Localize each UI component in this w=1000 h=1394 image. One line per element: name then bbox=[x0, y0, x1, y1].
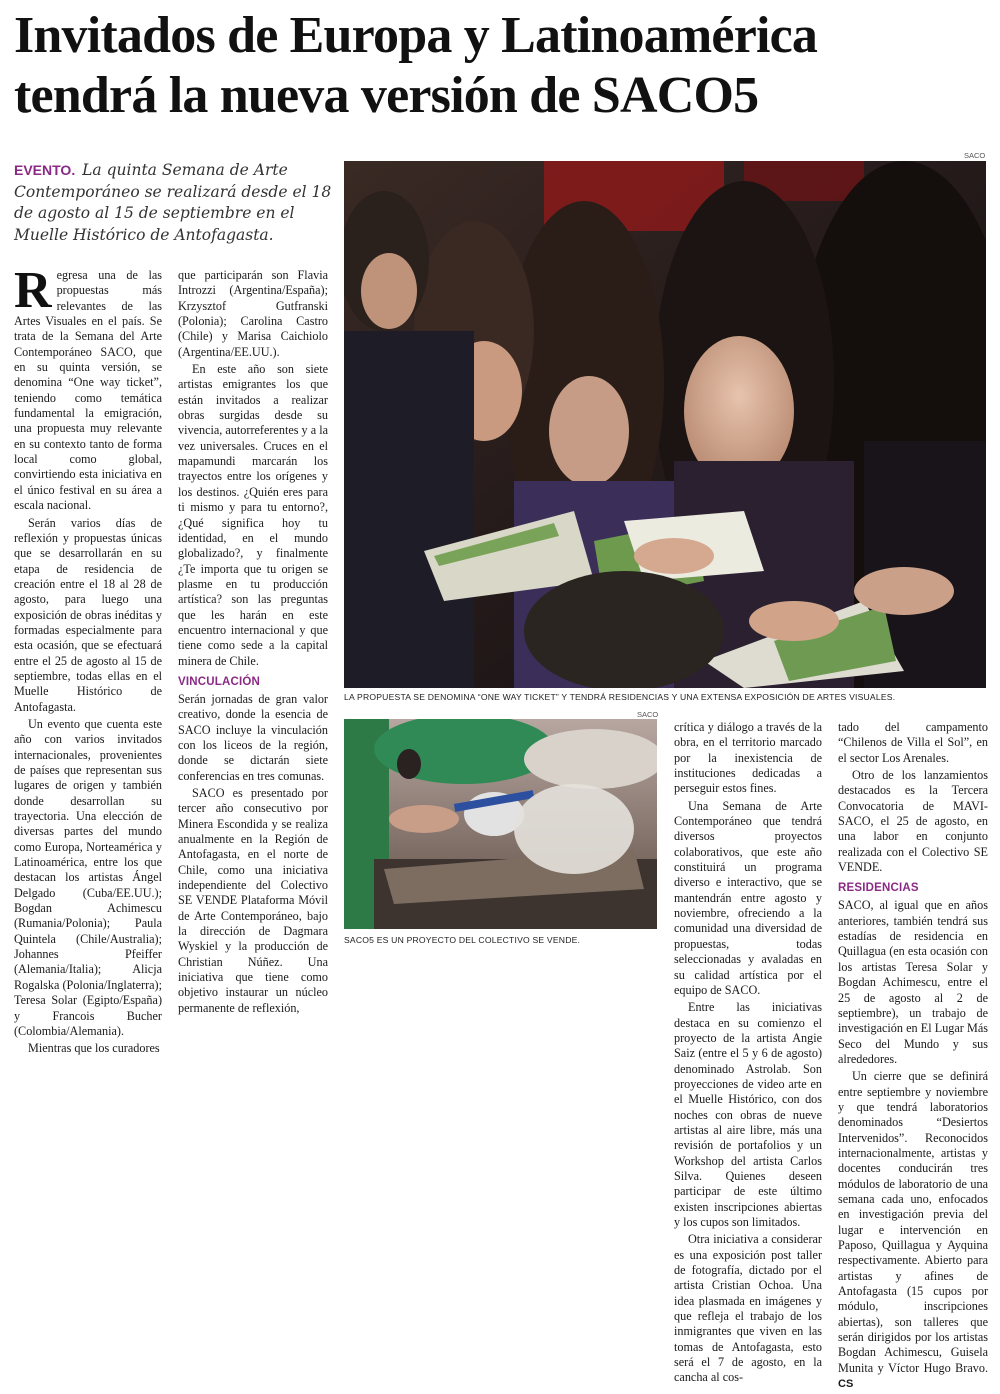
second-photo bbox=[344, 719, 657, 929]
subheading-vinculacion: VINCULACIÓN bbox=[178, 675, 261, 688]
article-column-4 bbox=[838, 720, 988, 1394]
article-paragraph: Serán varios días de reflexión y propuestas únicas que se desarrollarán en su etapa de residencia de creación entre el 18 al 28 de agosto, para luego una exposición de obras inéditas y formadas especialmente para esta ocasión, que se efectuará entre el 25 de agosto al 15 de septiembre, todas ellas en el Muelle Histórico de Antofagasta. bbox=[14, 515, 162, 714]
article-paragraph: crítica y diálogo a través de la obra, en el territorio marcado por la inexistencia de instituciones dedicadas a perseguir estos fines. bbox=[674, 720, 822, 796]
article-paragraph: Otro de los lanzamientos destacados es la Tercera Convocatoria de MAVI-SACO, el 25 de agosto, en una labor en conjunto realizada con el Colectivo SE VENDE. bbox=[838, 768, 988, 875]
article-paragraph: que participarán son Flavia Introzzi (Argentina/España); Krzysztof Gutfranski (Polonia); Carolina Castro (Chile) y Marisa Caichiolo (Argentina/EE.UU.). bbox=[178, 268, 328, 359]
lead-paragraph bbox=[14, 160, 334, 246]
article-column-1 bbox=[14, 262, 162, 1059]
subheading-residencias: RESIDENCIAS bbox=[838, 882, 919, 895]
article-paragraph: Otra iniciativa a considerar es una exposición post taller de fotografía, dictado por el artista Cristian Ochoa. Una idea plasmada en imágenes y que refleja el trabajo de los inmigrantes que viven en las tomas de Antofagasta, esto será el 7 de agosto, en la cancha al cos- bbox=[674, 1232, 822, 1385]
article-paragraph: Un evento que cuenta este año con varios invitados internacionales, provenientes de países que representan sus lugares de origen y también donde desarrollan su trayectoria. Una elección de diversas partes del mundo como Europa, Norteamérica y Latinoamérica, entre los que destacan los artistas Ángel Delgado (Cuba/EE.UU.); Bogdan Achimescu (Rumania/Polonia); Paula Quintela (Chile/Australia); Johannes Pfeiffer (Alemania/Italia); Alicja Rogalska (Polonia/Inglaterra); Teresa Solar (Egipto/España) y Francois Bucher (Colombia/Alemania). bbox=[14, 716, 162, 1038]
article-paragraph: Serán jornadas de gran valor creativo, donde la esencia de SACO incluye la vinculación con los liceos de la región, donde se dictarán siete conferencias en tres comunas. bbox=[178, 691, 328, 783]
article-paragraph: Mientras que los curadores bbox=[28, 1041, 160, 1056]
drop-cap: R bbox=[14, 262, 52, 319]
headline-line-2: tendrá la nueva versión de SACO5 bbox=[14, 67, 759, 124]
section-tag: EVENTO. bbox=[14, 162, 76, 178]
article-column-3 bbox=[674, 720, 822, 1388]
article-paragraph: SACO es presentado por tercer año consecutivo por Minera Escondida y se realiza anualmente en la Región de Antofagasta, en el norte de Chile, como una iniciativa independiente del Colectivo SE VENDE Plataforma Móvil de Arte Contemporáneo, bajo la dirección de Dagmara Wyskiel y la producción de Christian Núñez. Una iniciativa que tiene como objetivo instaurar un núcleo permanente de reflexión, bbox=[178, 786, 328, 1015]
article-paragraph: Regresa una de las propuestas más relevantes de las Artes Visuales en el país. Se trata de la Semana del Arte Contemporáneo SACO, que en su quinta versión, se denomina “One way ticket”, teniendo como temática fundamental la emigración, una propuesta muy relevante en su contexto tanto de forma local como global, convirtiendo esta iniciativa en el único festival en su área a escala nacional. bbox=[14, 262, 162, 513]
article-column-2 bbox=[178, 268, 328, 1018]
article-paragraph: Entre las iniciativas destaca en su comienzo el proyecto de la artista Angie Saiz (entre el 5 y 6 de agosto) denominado Astrolab. Son proyecciones de video arte en el Muelle Histórico, con dos noches con obras de nueve artistas al aire libre, más una revisión de portafolios y un Workshop del artista Carlos Silva. Quienes deseen participar de este último existen inscripciones abiertas y los cupos son limitados. bbox=[674, 1000, 822, 1229]
article-paragraph: Un cierre que se definirá entre septiembre y noviembre y que tendrá laboratorios denominados “Desiertos Intervenidos”. Reconocidos internacionalmente, artistas y docentes conducirán tres módulos de laboratorio de una semana cada uno, enfocados en investigación previa del lugar e intervención en Paposo, Quillagua y Ayquina respectivamente. Abierto para artistas y afines de Antofagasta (15 cupos por módulo, inscripciones abiertas), son talleres que serán dirigidos por los artistas Bogdan Achimescu, Guisela Munita y Víctor Hugo Bravo. CS bbox=[838, 1069, 988, 1391]
main-photo-credit: SACO bbox=[964, 151, 986, 160]
end-mark: CS bbox=[838, 1378, 854, 1391]
headline bbox=[14, 6, 989, 126]
second-photo-credit: SACO bbox=[637, 710, 659, 719]
second-photo-caption: SACO5 ES UN PROYECTO DEL COLECTIVO SE VENDE. bbox=[344, 935, 581, 945]
article-paragraph: En este año son siete artistas emigrantes los que están invitados a realizar obras surgidas desde su vivencia, autorreferentes y a la vez universales. Cruces en el mapamundi marcarán los trayectos entre los orígenes y los destinos. ¿Quién eres para ti mismo y para tu entorno?, ¿Qué significa hoy tu identidad, en el mundo globalizado?, y finalmente ¿Te importa que tu origen se plasme en tu producción artística? son las preguntas que les harán en este encuentro internacional y que tiene como sede a la capital minera de Chile. bbox=[178, 362, 328, 668]
article-paragraph: tado del campamento “Chilenos de Villa el Sol”, en el sector Los Arenales. bbox=[838, 720, 988, 765]
article-paragraph: SACO, al igual que en años anteriores, también tendrá sus estadías de residencia en Quillagua (en esta ocasión con los artistas Teresa Solar y Bogdan Achimescu, entre el 25 de agosto al 2 de septiembre), un trabajo de investigación en El Lugar Más Seco del Mundo y sus alrededores. bbox=[838, 898, 988, 1066]
headline-line-1: Invitados de Europa y Latinoamérica bbox=[14, 7, 818, 64]
lead-text: La quinta Semana de Arte Contemporáneo se realizará desde el 18 de agosto al 15 de septiembre en el Muelle Histórico de Antofagasta. bbox=[14, 161, 332, 244]
main-photo bbox=[344, 161, 986, 688]
main-photo-caption: LA PROPUESTA SE DENOMINA “ONE WAY TICKET” Y TENDRÁ RESIDENCIAS Y UNA EXTENSA EXPOSICIÓN DE ARTES VISUALES. bbox=[344, 692, 896, 702]
article-paragraph: Una Semana de Arte Contemporáneo que tendrá diversos proyectos colaborativos, que este año constituirá un programa diverso e interactivo, que se mantendrán entre agosto y noviembre, ofreciendo a la comunidad una diversidad de propuestas, todas seleccionadas y avaladas en su calidad artística por el equipo de SACO. bbox=[674, 798, 822, 997]
